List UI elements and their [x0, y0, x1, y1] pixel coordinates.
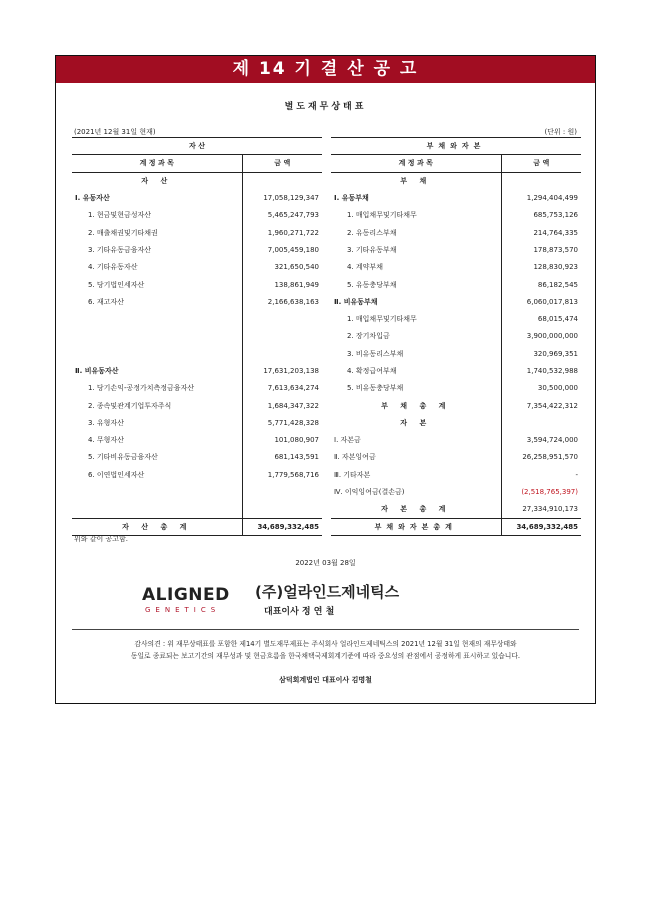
assets-account-label: Ⅱ. 비유동자산	[75, 367, 119, 375]
assets-sub-header: 자 산	[141, 176, 173, 185]
assets-row	[72, 259, 322, 276]
assets-row	[72, 449, 322, 466]
liabilities-account-label: 3. 기타유동부채	[347, 245, 397, 254]
unit-label: (단위 : 원)	[544, 128, 577, 136]
assets-row	[72, 501, 322, 518]
assets-row	[72, 241, 322, 258]
audit-opinion	[62, 638, 589, 662]
liabilities-row	[331, 241, 581, 258]
liabilities-row	[331, 414, 581, 431]
liabilities-row	[331, 432, 581, 449]
assets-account-label: 5. 기타비유동금융자산	[88, 453, 158, 462]
assets-row	[72, 345, 322, 362]
liabilities-amount	[501, 414, 581, 431]
liabilities-amount: 6,060,017,813	[501, 293, 581, 310]
closing-statement: 위와 같이 공고함.	[74, 535, 129, 543]
divider	[72, 629, 579, 630]
liabilities-equity-table	[331, 137, 581, 536]
liabilities-row	[331, 259, 581, 276]
assets-account-label: 6. 재고자산	[88, 297, 124, 306]
assets-amount	[242, 345, 322, 362]
assets-row	[72, 276, 322, 293]
assets-row	[72, 310, 322, 327]
ceo-name: 대표이사 정 연 철	[264, 607, 335, 617]
liabilities-row	[331, 362, 581, 379]
audit-opinion-line-1: 감사의견 : 위 재무상태표를 포함한 제14기 별도재무제표는 주식회사 얼라인드제네틱스의 2021년 12월 31일 현재의 재무상태와	[134, 640, 517, 648]
liabilities-row	[331, 501, 581, 518]
auditor-name: 삼덕회계법인 대표이사 김명철	[279, 676, 372, 684]
liabilities-account-label: 4. 계약부채	[347, 263, 383, 272]
liabilities-row	[331, 380, 581, 397]
assets-row	[72, 483, 322, 500]
assets-amount: 17,631,203,138	[242, 362, 322, 379]
assets-total-amount: 34,689,332,485	[242, 518, 322, 535]
assets-row	[72, 397, 322, 414]
logo-wordmark: ALIGNED	[142, 585, 230, 605]
assets-amount	[242, 328, 322, 345]
notice-banner: 제 14 기 결 산 공 고	[56, 56, 595, 83]
liabilities-amount: 68,015,474	[501, 310, 581, 327]
announcement-date: 2022년 03월 28일	[295, 559, 356, 567]
assets-account-label	[72, 483, 242, 500]
liabilities-amount: 7,354,422,312	[501, 397, 581, 414]
assets-row	[72, 189, 322, 206]
assets-total-row	[72, 518, 322, 535]
liabilities-account-label: Ⅰ. 자본금	[334, 436, 361, 445]
liabilities-account-label: 1. 매입채무및기타채무	[347, 211, 417, 220]
liabilities-amount: 1,740,532,988	[501, 362, 581, 379]
liabilities-amount: 178,873,570	[501, 241, 581, 258]
liabilities-account-label: 5. 비유동충당부채	[347, 384, 404, 393]
liabilities-total-row	[331, 518, 581, 535]
liabilities-row	[331, 345, 581, 362]
liabilities-row	[331, 189, 581, 206]
liabilities-account-label: 1. 매입채무및기타채무	[347, 315, 417, 324]
assets-amount	[242, 483, 322, 500]
assets-amount	[242, 310, 322, 327]
assets-amount: 7,613,634,274	[242, 380, 322, 397]
assets-amount-header: 금 액	[242, 155, 322, 172]
assets-row	[72, 414, 322, 431]
assets-amount: 2,166,638,163	[242, 293, 322, 310]
liabilities-amount: 320,969,351	[501, 345, 581, 362]
liabilities-amount: 3,594,724,000	[501, 432, 581, 449]
assets-amount: 321,650,540	[242, 259, 322, 276]
assets-row	[72, 224, 322, 241]
liabilities-amount: 30,500,000	[501, 380, 581, 397]
assets-amount: 7,005,459,180	[242, 241, 322, 258]
liabilities-amount: 86,182,545	[501, 276, 581, 293]
assets-account-label: Ⅰ. 유동자산	[75, 194, 110, 203]
liabilities-total-amount: 34,689,332,485	[501, 518, 581, 535]
assets-row	[72, 207, 322, 224]
liabilities-row	[331, 310, 581, 327]
assets-row	[72, 362, 322, 379]
liabilities-amount: 214,764,335	[501, 224, 581, 241]
assets-account-label	[72, 345, 242, 362]
as-of-date: (2021년 12월 31일 현재)	[74, 128, 156, 136]
liabilities-account-header: 계 정 과 목	[331, 155, 501, 172]
assets-amount: 5,465,247,793	[242, 207, 322, 224]
liabilities-account-label: 2. 유동리스부채	[347, 228, 397, 237]
liabilities-account-label: Ⅱ. 자본잉여금	[334, 453, 376, 462]
assets-total-label: 자 산 총 계	[72, 518, 242, 535]
liabilities-account-label: 4. 확정급여부채	[347, 367, 397, 375]
liabilities-row	[331, 224, 581, 241]
assets-row	[72, 380, 322, 397]
liabilities-account-label: Ⅱ. 비유동부채	[334, 297, 378, 306]
assets-row	[72, 293, 322, 310]
liabilities-row	[331, 466, 581, 483]
assets-amount: 1,684,347,322	[242, 397, 322, 414]
liabilities-account-label: 2. 장기차입금	[347, 332, 390, 341]
assets-account-label: 2. 매출채권및기타채권	[88, 228, 158, 237]
assets-account-label: 5. 당기법인세자산	[88, 280, 145, 289]
liabilities-account-label: 자 본 총 계	[381, 505, 451, 514]
assets-account-label: 1. 당기손익-공정가치측정금융자산	[88, 384, 195, 393]
assets-account-header: 계 정 과 목	[72, 155, 242, 172]
assets-amount: 1,960,271,722	[242, 224, 322, 241]
liabilities-section-header: 부채와자본	[331, 138, 581, 155]
liabilities-amount: 685,753,126	[501, 207, 581, 224]
assets-amount: 17,058,129,347	[242, 189, 322, 206]
assets-account-label: 2. 종속및관계기업투자주식	[88, 401, 172, 410]
assets-amount: 138,861,949	[242, 276, 322, 293]
assets-row	[72, 466, 322, 483]
liabilities-row	[331, 483, 581, 500]
statement-title: 별도재무상태표	[284, 102, 367, 112]
assets-account-label: 3. 유형자산	[88, 418, 124, 427]
audit-opinion-line-2: 동일로 종료되는 보고기간의 재무성과 및 현금흐름을 한국채택국제회계기준에 따라 중요성의 관점에서 공정하게 표시하고 있습니다.	[130, 652, 521, 660]
assets-account-label: 3. 기타유동금융자산	[88, 245, 151, 254]
assets-account-label: 4. 무형자산	[88, 436, 124, 445]
liabilities-row	[331, 276, 581, 293]
assets-amount: 1,779,568,716	[242, 466, 322, 483]
liabilities-row	[331, 293, 581, 310]
liabilities-amount: 27,334,910,173	[501, 501, 581, 518]
liabilities-account-label: 5. 유동충당부채	[347, 280, 397, 289]
liabilities-row	[331, 397, 581, 414]
liabilities-account-label: 자 본	[400, 418, 432, 427]
assets-row	[72, 328, 322, 345]
notice-frame	[55, 55, 596, 704]
assets-table	[72, 137, 322, 536]
liabilities-amount: 26,258,951,570	[501, 449, 581, 466]
liabilities-account-label: 3. 비유동리스부채	[347, 349, 404, 358]
assets-section-header: 자 산	[72, 138, 322, 155]
company-logo	[142, 585, 230, 619]
liabilities-row	[331, 449, 581, 466]
liabilities-account-label: Ⅳ. 이익잉여금(결손금)	[334, 488, 405, 497]
liabilities-row	[331, 207, 581, 224]
company-name: (주)얼라인드제네틱스	[255, 583, 400, 601]
assets-account-label: 1. 현금및현금성자산	[88, 211, 151, 220]
assets-amount: 5,771,428,328	[242, 414, 322, 431]
liabilities-account-label: 부 채 총 계	[381, 401, 451, 410]
assets-row	[72, 432, 322, 449]
assets-account-label	[72, 310, 242, 327]
assets-account-label: 6. 이연법인세자산	[88, 470, 145, 479]
liabilities-sub-header: 부 채	[400, 176, 432, 185]
liabilities-total-label: 부채와자본총계	[331, 518, 501, 535]
liabilities-amount: (2,518,765,397)	[501, 483, 581, 500]
assets-amount	[242, 501, 322, 518]
liabilities-amount: 1,294,404,499	[501, 189, 581, 206]
assets-account-label: 4. 기타유동자산	[88, 263, 138, 272]
liabilities-account-label: Ⅲ. 기타자본	[334, 470, 371, 479]
assets-account-label	[72, 501, 242, 518]
liabilities-row	[331, 328, 581, 345]
assets-amount: 681,143,591	[242, 449, 322, 466]
liabilities-account-label: Ⅰ. 유동부채	[334, 194, 369, 203]
assets-amount: 101,080,907	[242, 432, 322, 449]
logo-subtext: GENETICS	[145, 606, 221, 614]
liabilities-amount-header: 금 액	[501, 155, 581, 172]
liabilities-amount: -	[501, 466, 581, 483]
liabilities-amount: 3,900,000,000	[501, 328, 581, 345]
assets-account-label	[72, 328, 242, 345]
liabilities-amount: 128,830,923	[501, 259, 581, 276]
